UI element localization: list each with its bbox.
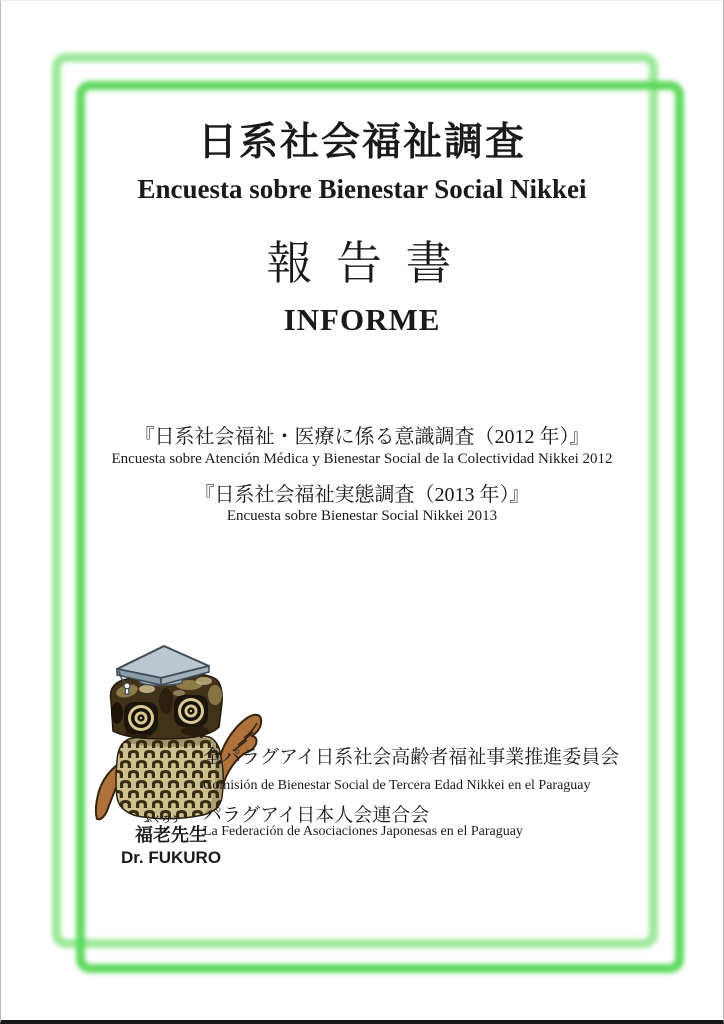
- organization-1-name-japanese: 全パラグアイ日系社会高齢者福祉事業推進委員会: [203, 747, 620, 768]
- survey-2012-title-japanese: 『日系社会福祉・医療に係る意識調査（2012 年）』: [134, 426, 590, 448]
- owl-mascot-illustration: [87, 639, 267, 824]
- survey-2012-title-spanish: Encuesta sobre Atención Médica y Bienestar Social de la Colectividad Nikkei 2012: [111, 451, 613, 467]
- mascot-name-japanese: 福老先生: [135, 825, 207, 845]
- organization-2-name-spanish: La Federación de Asociaciones Japonesas en el Paraguay: [203, 824, 523, 839]
- report-word-japanese: 報 告 書: [266, 238, 458, 289]
- mascot-furigana: ふくろう: [144, 815, 180, 824]
- organization-1-name-spanish: Comisión de Bienestar Social de Tercera Edad Nikkei en el Paraguay: [203, 778, 591, 793]
- mascot-name-english: Dr. FUKURO: [120, 848, 222, 867]
- organization-2-name-japanese: パラグアイ日本人会連合会: [203, 805, 430, 826]
- report-word-spanish: INFORME: [283, 302, 441, 337]
- owl-right-eye-icon: [178, 698, 204, 724]
- owl-left-eye-icon: [128, 705, 154, 731]
- survey-2013-title-japanese: 『日系社会福祉実態調査（2013 年）』: [194, 484, 530, 506]
- survey-2013-title-spanish: Encuesta sobre Bienestar Social Nikkei 2013: [226, 508, 498, 524]
- main-title-spanish: Encuesta sobre Bienestar Social Nikkei: [137, 174, 587, 204]
- main-title-japanese: 日系社会福祉調査: [197, 121, 526, 164]
